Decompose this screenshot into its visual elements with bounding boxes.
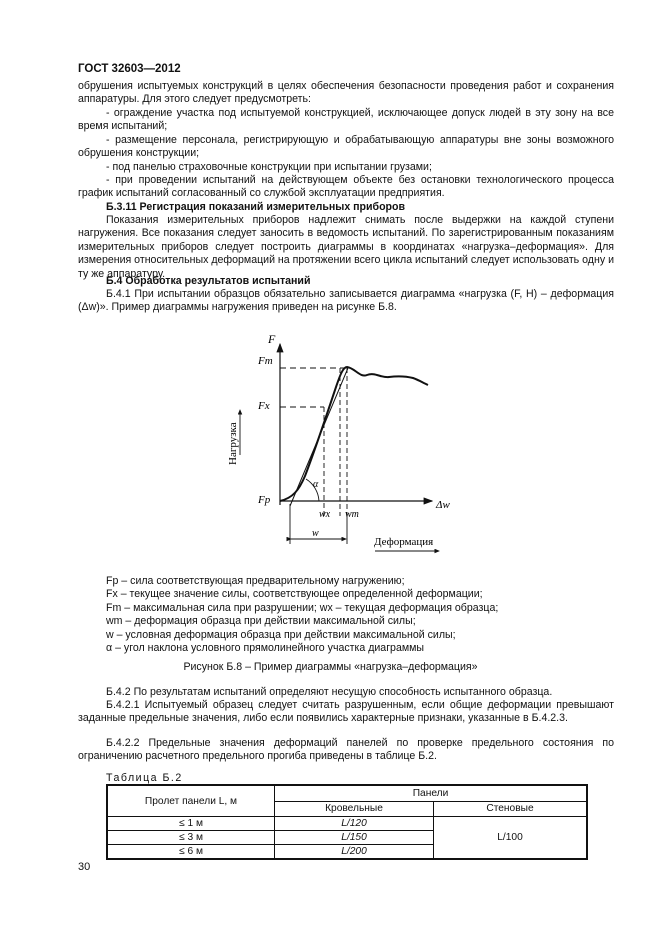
limits-table	[106, 784, 588, 860]
load-curve	[280, 367, 428, 501]
paragraph-b311: Показания измерительных приборов надлежит снимать после выдержки на каждой ступени нагружения. Все показания следует заносить в ведомость испытаний. По зарегистрированным показаниям измерительных приборов следует построить диаграммы в координатах «нагрузка–деформация». Для измерения относительных деформаций на протяжении всего цикла испытаний следует использовать одну и ту же аппаратуру.	[78, 214, 614, 280]
paragraph-b42: Б.4.2 По результатам испытаний определяют несущую способность испытанного образца.	[106, 686, 553, 698]
cell-span: ≤ 6 м	[107, 845, 275, 860]
cell-span: ≤ 1 м	[107, 817, 275, 831]
legend-item: Fx – текущее значение силы, соответствующее определенной деформации;	[106, 588, 483, 601]
figure-caption: Рисунок Б.8 – Пример диаграммы «нагрузка–деформация»	[183, 661, 478, 673]
heading-b311: Б.3.11 Регистрация показаний измерительных приборов	[106, 201, 406, 213]
label-Fx: Fx	[258, 400, 270, 412]
bullet-schedule: - при проведении испытаний на действующем объекте без остановки технологического процесса график испытаний согласованный со службой эксплуатации предприятия.	[78, 174, 614, 200]
legend-item: wm – деформация образца при действии максимальной силы;	[106, 615, 416, 628]
label-wx: wx	[319, 509, 331, 520]
label-w: w	[312, 528, 319, 539]
paragraph-b41: Б.4.1 При испытании образцов обязательно записывается диаграмма «нагрузка (F, Н) – деформация (Δw)». Пример диаграммы нагружения приведен на рисунке Б.8.	[78, 288, 614, 314]
header-roof: Кровельные	[275, 801, 434, 816]
table-title: Таблица Б.2	[106, 772, 183, 784]
bullet-safety: - под панелью страховочные конструкции при испытании грузами;	[106, 161, 432, 173]
legend-item: Fp – сила соответствующая предварительному нагружению;	[106, 575, 405, 587]
x-axis-title: Деформация	[374, 536, 434, 548]
label-Fp: Fp	[258, 494, 271, 506]
page-number: 30	[78, 861, 91, 873]
cell-roof: L/120	[275, 817, 434, 831]
legend-item: Fm – максимальная сила при разрушении; wx – текущая деформация образца;	[106, 601, 499, 614]
document-code: ГОСТ 32603—2012	[78, 63, 181, 75]
paragraph-b421: Б.4.2.1 Испытуемый образец следует считать разрушенным, если общие деформации превышают заданные предельные значения, либо если появились характерные признаки, указанные в Б.4.2.3.	[78, 699, 614, 725]
bullet-staff: - размещение персонала, регистрирующую и обрабатывающую аппаратуры вне зоны возможного обрушения конструкции;	[78, 134, 614, 160]
label-dw: Δw	[436, 499, 450, 511]
legend-item: w – условная деформация образца при действии максимальной силы;	[106, 628, 456, 641]
y-axis-title: Нагрузка	[227, 422, 239, 465]
paragraph-intro: обрушения испытуемых конструкций в целях обеспечения безопасности проведения работ и сохранения аппаратуры. Для этого следует предусмотреть:	[78, 80, 614, 106]
table-row	[107, 817, 587, 831]
bullet-fencing: - ограждение участка под испытуемой конструкцией, исключающее допуск людей в эту зону на все время испытаний;	[78, 107, 614, 133]
header-span: Пролет панели L, м	[107, 785, 275, 817]
header-wall: Стеновые	[434, 801, 588, 816]
cell-span: ≤ 3 м	[107, 831, 275, 845]
label-alpha: α	[313, 479, 319, 490]
heading-b4: Б.4 Обработка результатов испытаний	[106, 275, 311, 287]
label-wm: wm	[345, 509, 359, 520]
header-panels: Панели	[275, 785, 588, 801]
cell-wall: L/100	[434, 817, 588, 860]
figure-legend	[106, 575, 616, 655]
legend-item: α – угол наклона условного прямолинейного участка диаграммы	[106, 642, 425, 655]
label-F: F	[268, 332, 276, 346]
paragraph-b422: Б.4.2.2 Предельные значения деформаций панелей по проверке предельного состояния по ограничению расчетного предельного прогиба приведены в таблице Б.2.	[78, 737, 614, 763]
cell-roof: L/150	[275, 831, 434, 845]
load-deformation-diagram	[195, 320, 475, 570]
cell-roof: L/200	[275, 845, 434, 860]
label-Fm: Fm	[258, 355, 273, 367]
